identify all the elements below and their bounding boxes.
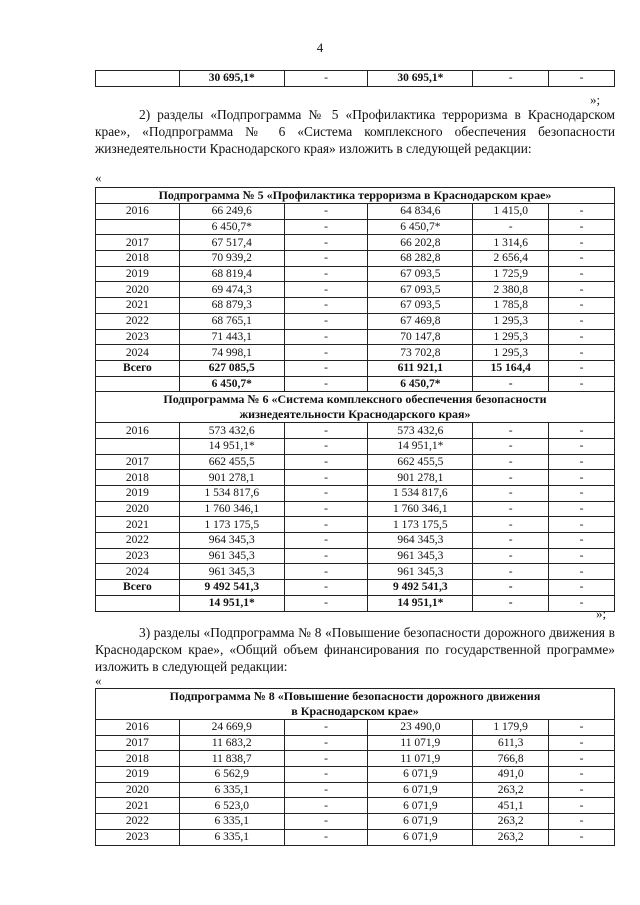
table-cell: - <box>549 329 615 345</box>
subprogram-8-title-row <box>96 689 615 720</box>
table-cell: 64 834,6 <box>368 204 473 220</box>
table-cell: 1 295,3 <box>473 313 549 329</box>
table-cell: 1 295,3 <box>473 329 549 345</box>
table-cell: 1 534 817,6 <box>368 486 473 502</box>
table-cell: - <box>549 71 615 87</box>
table-cell: - <box>473 438 549 454</box>
table-cell: - <box>549 564 615 580</box>
table-row <box>96 798 615 814</box>
table-cell: 6 562,9 <box>179 767 284 783</box>
table-row <box>96 595 615 611</box>
table-cell: - <box>284 564 368 580</box>
table-cell: - <box>549 235 615 251</box>
table-cell: - <box>549 282 615 298</box>
table-cell: 662 455,5 <box>179 454 284 470</box>
table-cell: 1 725,9 <box>473 266 549 282</box>
table-row <box>96 360 615 376</box>
table-cell: 263,2 <box>473 829 549 845</box>
table-cell: 964 345,3 <box>368 533 473 549</box>
table-cell: 2017 <box>96 735 180 751</box>
table-cell: - <box>284 829 368 845</box>
table-cell: 15 164,4 <box>473 360 549 376</box>
table-cell: - <box>284 517 368 533</box>
table-cell: - <box>284 438 368 454</box>
table-cell: - <box>549 219 615 235</box>
table-row <box>96 751 615 767</box>
table-cell: - <box>473 580 549 596</box>
subprogram-8-title <box>96 689 615 720</box>
table-cell: 67 469,8 <box>368 313 473 329</box>
table-cell: - <box>473 501 549 517</box>
subprogram-8-table <box>95 688 615 846</box>
table-row <box>96 438 615 454</box>
table-cell: 2016 <box>96 204 180 220</box>
table-cell: 263,2 <box>473 814 549 830</box>
table-cell: - <box>284 329 368 345</box>
table-cell: 6 335,1 <box>179 829 284 845</box>
table-cell: 2022 <box>96 533 180 549</box>
table-row <box>96 454 615 470</box>
table-cell: - <box>549 438 615 454</box>
table-cell: - <box>284 470 368 486</box>
table-cell: 1 785,8 <box>473 298 549 314</box>
table-cell: - <box>473 548 549 564</box>
table-row <box>96 219 615 235</box>
table-cell: - <box>473 564 549 580</box>
table-cell <box>96 438 180 454</box>
table-cell: - <box>549 782 615 798</box>
opening-quote: « <box>95 673 102 688</box>
subprogram-5-title-row <box>96 188 615 204</box>
table-cell: 2017 <box>96 454 180 470</box>
table-cell: - <box>473 376 549 392</box>
table-cell: 2016 <box>96 720 180 736</box>
table-cell: - <box>284 313 368 329</box>
table-cell: 961 345,3 <box>368 548 473 564</box>
table-cell: 14 951,1* <box>179 438 284 454</box>
table-cell: - <box>473 470 549 486</box>
table-cell <box>96 71 180 87</box>
table-cell: - <box>284 251 368 267</box>
table-cell: 573 432,6 <box>368 423 473 439</box>
table-cell: 1 295,3 <box>473 345 549 361</box>
table-cell: 2020 <box>96 282 180 298</box>
table-row <box>96 486 615 502</box>
table-row <box>96 423 615 439</box>
table-row <box>96 533 615 549</box>
table-cell: - <box>284 814 368 830</box>
subprogram-5-6-table <box>95 187 615 612</box>
table-cell: - <box>473 219 549 235</box>
table-cell: - <box>473 595 549 611</box>
table-cell: - <box>549 470 615 486</box>
subprogram-6-title-row <box>96 392 615 423</box>
table-cell: 2024 <box>96 345 180 361</box>
table-cell: 2023 <box>96 329 180 345</box>
top-continuation-table <box>95 70 615 87</box>
table-cell <box>96 219 180 235</box>
table-cell: 73 702,8 <box>368 345 473 361</box>
table-cell: - <box>284 595 368 611</box>
table-cell: 451,1 <box>473 798 549 814</box>
table-cell: - <box>284 376 368 392</box>
title-line: жизнедеятельности Краснодарского края» <box>239 407 471 422</box>
table-cell: 67 517,4 <box>179 235 284 251</box>
table-cell: 1 173 175,5 <box>179 517 284 533</box>
table-cell: 1 179,9 <box>473 720 549 736</box>
table-cell: 70 939,2 <box>179 251 284 267</box>
table-cell: - <box>284 782 368 798</box>
table-row <box>96 251 615 267</box>
table-cell: 14 951,1* <box>179 595 284 611</box>
table-cell: 627 085,5 <box>179 360 284 376</box>
table-cell: - <box>549 580 615 596</box>
table-cell: - <box>549 454 615 470</box>
table-cell: 2024 <box>96 564 180 580</box>
table-cell: 2 656,4 <box>473 251 549 267</box>
table-cell: 67 093,5 <box>368 298 473 314</box>
table-cell: - <box>549 360 615 376</box>
table-cell: 68 765,1 <box>179 313 284 329</box>
table-cell: - <box>284 266 368 282</box>
table-cell: - <box>284 580 368 596</box>
table-cell: 611 921,1 <box>368 360 473 376</box>
table-row <box>96 501 615 517</box>
table-cell: - <box>549 423 615 439</box>
table-cell: 67 093,5 <box>368 266 473 282</box>
table-cell: 68 819,4 <box>179 266 284 282</box>
table-cell: - <box>284 767 368 783</box>
table-row <box>96 767 615 783</box>
table-cell: - <box>284 360 368 376</box>
table-cell: - <box>549 595 615 611</box>
table-cell: - <box>549 829 615 845</box>
table-cell: - <box>473 486 549 502</box>
table-cell: 6 450,7* <box>179 376 284 392</box>
table-cell: 2019 <box>96 266 180 282</box>
table-cell: 2019 <box>96 486 180 502</box>
table-row <box>96 564 615 580</box>
table-cell: 263,2 <box>473 782 549 798</box>
table-cell <box>96 376 180 392</box>
table-cell: 30 695,1* <box>179 71 284 87</box>
table-cell: 2023 <box>96 829 180 845</box>
table-cell: - <box>549 376 615 392</box>
table-cell: - <box>549 251 615 267</box>
table-row <box>96 470 615 486</box>
table-cell: - <box>284 423 368 439</box>
table-cell: - <box>284 533 368 549</box>
table-cell: 6 523,0 <box>179 798 284 814</box>
table-cell: 2023 <box>96 548 180 564</box>
table-cell: - <box>549 204 615 220</box>
table-cell: 66 249,6 <box>179 204 284 220</box>
table-cell: 2016 <box>96 423 180 439</box>
table-cell: 11 071,9 <box>368 751 473 767</box>
table-cell: 6 450,7* <box>368 219 473 235</box>
table-row <box>96 204 615 220</box>
table-cell: 6 071,9 <box>368 767 473 783</box>
table-cell: 901 278,1 <box>368 470 473 486</box>
table-cell: - <box>284 235 368 251</box>
table-row <box>96 298 615 314</box>
table-cell: 6 335,1 <box>179 814 284 830</box>
table-cell: 2021 <box>96 798 180 814</box>
table-cell: 6 450,7* <box>179 219 284 235</box>
table-cell: - <box>549 751 615 767</box>
closing-quote: »; <box>596 606 607 621</box>
table-cell: 11 683,2 <box>179 735 284 751</box>
table-cell: 766,8 <box>473 751 549 767</box>
table-cell: - <box>473 517 549 533</box>
table-cell: 74 998,1 <box>179 345 284 361</box>
table-cell: - <box>284 548 368 564</box>
table-row <box>96 235 615 251</box>
table-cell: 662 455,5 <box>368 454 473 470</box>
table-cell: - <box>284 751 368 767</box>
table-cell: Всего <box>96 360 180 376</box>
table-cell: 30 695,1* <box>368 71 473 87</box>
table-cell: 69 474,3 <box>179 282 284 298</box>
table-cell: 2021 <box>96 517 180 533</box>
table-cell: 2021 <box>96 298 180 314</box>
table-cell: - <box>473 533 549 549</box>
table-cell: 6 071,9 <box>368 829 473 845</box>
table-cell: 9 492 541,3 <box>179 580 284 596</box>
table-cell: Всего <box>96 580 180 596</box>
table-cell: 961 345,3 <box>179 564 284 580</box>
table-cell: 1 314,6 <box>473 235 549 251</box>
table-cell: 24 669,9 <box>179 720 284 736</box>
table-cell: 67 093,5 <box>368 282 473 298</box>
table-cell: 2 380,8 <box>473 282 549 298</box>
table-cell: - <box>473 71 549 87</box>
table-row <box>96 266 615 282</box>
table-row <box>96 376 615 392</box>
table-cell: 964 345,3 <box>179 533 284 549</box>
table-cell: - <box>284 735 368 751</box>
table-cell <box>96 595 180 611</box>
table-cell: 68 879,3 <box>179 298 284 314</box>
table-cell: 14 951,1* <box>368 595 473 611</box>
table-cell: 2017 <box>96 235 180 251</box>
table-cell: 1 415,0 <box>473 204 549 220</box>
table-cell: 573 432,6 <box>179 423 284 439</box>
table-cell: - <box>549 501 615 517</box>
table-cell: 6 071,9 <box>368 814 473 830</box>
table-cell: 2022 <box>96 814 180 830</box>
table-row <box>96 329 615 345</box>
table-cell: 23 490,0 <box>368 720 473 736</box>
table-cell: - <box>549 313 615 329</box>
table-cell: - <box>473 423 549 439</box>
table-cell: - <box>284 798 368 814</box>
table-row <box>96 517 615 533</box>
table-cell: - <box>549 345 615 361</box>
table-cell: - <box>549 517 615 533</box>
table-cell: - <box>284 298 368 314</box>
closing-quote: »; <box>590 92 601 107</box>
table-cell: - <box>284 204 368 220</box>
paragraph-3: 3) разделы «Подпрограмма № 8 «Повышение безопасности дорожного движения в Краснодарском крае», «Общий объем финансирования по государственной программе» изложить в следующей редакции: <box>95 625 615 674</box>
table-row <box>96 345 615 361</box>
table-row <box>96 282 615 298</box>
table-cell: 6 450,7* <box>368 376 473 392</box>
paragraph-2: 2) разделы «Подпрограмма № 5 «Профилактика терроризма в Краснодарском крае», «Подпрограмма № 6 «Система комплексного обеспечения безопасности жизнедеятельности Краснодарского края» изложить в следующей редакции: <box>95 107 615 156</box>
table-cell: 491,0 <box>473 767 549 783</box>
title-line: Подпрограмма № 6 «Система комплексного обеспечения безопасности <box>163 392 547 407</box>
table-cell: - <box>284 282 368 298</box>
table-cell: 901 278,1 <box>179 470 284 486</box>
table-row <box>96 829 615 845</box>
table-cell: 11 838,7 <box>179 751 284 767</box>
table-cell: 70 147,8 <box>368 329 473 345</box>
table-cell: 11 071,9 <box>368 735 473 751</box>
table-cell: - <box>549 533 615 549</box>
table-row <box>96 782 615 798</box>
table-row <box>96 313 615 329</box>
table-cell: 6 071,9 <box>368 782 473 798</box>
table-cell: 71 443,1 <box>179 329 284 345</box>
table-cell: 6 335,1 <box>179 782 284 798</box>
table-row <box>96 71 615 87</box>
page-number: 4 <box>316 40 324 55</box>
table-cell: - <box>284 486 368 502</box>
subprogram-5-title: Подпрограмма № 5 «Профилактика терроризма в Краснодарском крае» <box>96 188 615 204</box>
table-cell: - <box>549 486 615 502</box>
table-cell: 9 492 541,3 <box>368 580 473 596</box>
opening-quote: « <box>95 170 102 185</box>
subprogram-6-title <box>96 392 615 423</box>
table-cell: 2018 <box>96 751 180 767</box>
table-cell: - <box>284 219 368 235</box>
table-cell: - <box>549 548 615 564</box>
table-cell: - <box>549 798 615 814</box>
table-cell: 66 202,8 <box>368 235 473 251</box>
table-cell: - <box>284 345 368 361</box>
table-cell: 1 760 346,1 <box>179 501 284 517</box>
table-row <box>96 720 615 736</box>
table-cell: 1 760 346,1 <box>368 501 473 517</box>
table-cell: 2018 <box>96 470 180 486</box>
table-cell: 68 282,8 <box>368 251 473 267</box>
table-cell: - <box>549 720 615 736</box>
table-cell: 961 345,3 <box>179 548 284 564</box>
table-cell: 14 951,1* <box>368 438 473 454</box>
table-cell: 1 534 817,6 <box>179 486 284 502</box>
table-cell: 2022 <box>96 313 180 329</box>
table-cell: - <box>284 71 368 87</box>
table-cell: 2019 <box>96 767 180 783</box>
table-cell: - <box>284 454 368 470</box>
table-cell: - <box>473 454 549 470</box>
table-cell: - <box>549 266 615 282</box>
table-cell: - <box>284 501 368 517</box>
table-cell: 961 345,3 <box>368 564 473 580</box>
table-cell: - <box>549 767 615 783</box>
table-cell: 2020 <box>96 501 180 517</box>
table-cell: - <box>284 720 368 736</box>
table-row <box>96 548 615 564</box>
table-cell: 611,3 <box>473 735 549 751</box>
table-cell: - <box>549 814 615 830</box>
table-row <box>96 580 615 596</box>
table-row <box>96 735 615 751</box>
table-cell: - <box>549 298 615 314</box>
table-row <box>96 814 615 830</box>
table-cell: 6 071,9 <box>368 798 473 814</box>
title-line: Подпрограмма № 8 «Повышение безопасности дорожного движения <box>169 689 541 703</box>
table-cell: 1 173 175,5 <box>368 517 473 533</box>
table-cell: 2020 <box>96 782 180 798</box>
table-cell: - <box>549 735 615 751</box>
table-cell: 2018 <box>96 251 180 267</box>
title-line: в Краснодарском крае» <box>291 704 419 718</box>
